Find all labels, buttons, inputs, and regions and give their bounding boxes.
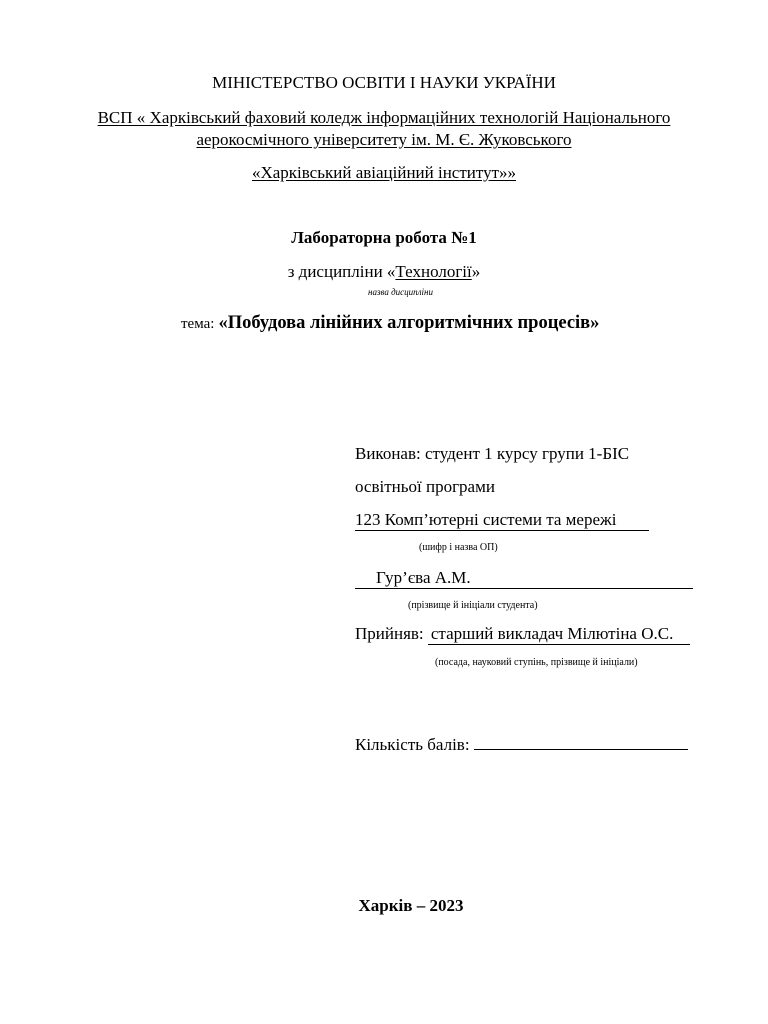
program-label: освітньої програми [355, 477, 495, 496]
college-name-line1: ВСП « Харківський фаховий коледж інформаційних технологій Національного [97, 108, 671, 127]
teacher-caption: (посада, науковий ступінь, прізвище й ініціали) [435, 657, 638, 668]
score-line [355, 732, 688, 755]
teacher-underline [428, 624, 690, 645]
score-label: Кількість балів: [355, 735, 470, 754]
topic-label: тема: [181, 316, 215, 332]
student-name-field [355, 568, 693, 589]
score-field [474, 732, 688, 750]
discipline-name: Технології [395, 262, 472, 281]
performed-by: Виконав: студент 1 курсу групи 1-БІС [355, 444, 630, 463]
discipline-line [0, 262, 768, 282]
accepted-label: Прийняв: [355, 624, 424, 643]
teacher-name: старший викладач Мілютіна О.С. [430, 624, 674, 643]
topic-text: «Побудова лінійних алгоритмічних процесів» [218, 313, 600, 333]
work-title: Лабораторна робота №1 [291, 228, 477, 247]
program-name-field [355, 510, 649, 531]
ministry-title: МІНІСТЕРСТВО ОСВІТИ І НАУКИ УКРАЇНИ [212, 73, 556, 92]
student-name: Гур’єва А.М. [376, 568, 471, 587]
student-underline [355, 568, 693, 589]
program-underline [355, 510, 649, 531]
city-year: Харків – 2023 [358, 896, 464, 915]
student-caption: (прізвище й ініціали студента) [408, 600, 538, 611]
discipline-suffix: » [471, 262, 481, 281]
discipline-prefix: з дисципліни « [287, 262, 396, 281]
discipline-caption: назва дисципліни [368, 287, 434, 297]
institute-name: «Харківський авіаційний інститут»» [251, 163, 517, 182]
topic-line [181, 313, 599, 334]
accepted-line [355, 624, 690, 645]
program-name: 123 Комп’ютерні системи та мережі [355, 510, 617, 529]
college-name-line2: аерокосмічного університету ім. М. Є. Жуковського [196, 130, 572, 149]
program-caption: (шифр і назва ОП) [419, 542, 498, 553]
